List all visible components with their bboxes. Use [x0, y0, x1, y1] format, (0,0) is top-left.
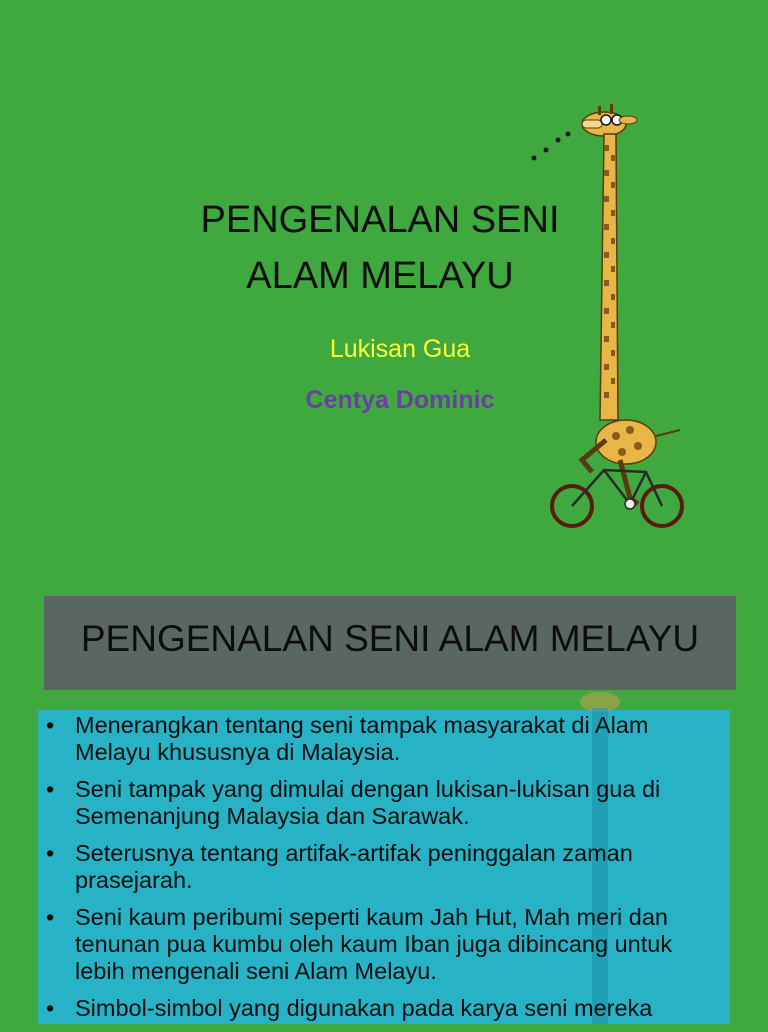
slide2-header — [44, 596, 736, 690]
list-item: • Seni kaum peribumi seperti kaum Jah Hut, Mah meri dan tenunan pua kumbu oleh kaum Iban juga dibincang untuk lebih mengenali seni Alam Melayu. — [46, 904, 673, 984]
slide2-content-box — [38, 710, 730, 1024]
slide-subtitle: Lukisan Gua — [329, 335, 471, 363]
slide-title-line1: PENGENALAN SENI — [200, 199, 560, 241]
list-item: • Seterusnya tentang artifak-artifak peninggalan zaman prasejarah. — [46, 840, 633, 893]
bullet-glyph: • — [46, 904, 55, 930]
slide-title-line2: ALAM MELAYU — [246, 255, 514, 297]
bullet-glyph: • — [46, 776, 55, 802]
list-item: • Seni tampak yang dimulai dengan lukisan-lukisan gua di Semenanjung Malaysia dan Sarawak. — [46, 776, 661, 829]
bullet-glyph: • — [46, 712, 55, 738]
giraffe-on-bicycle-icon — [520, 100, 700, 540]
bullet-glyph: • — [46, 995, 55, 1021]
slide-author: Centya Dominic — [305, 386, 495, 414]
bullet-glyph: • — [46, 840, 55, 866]
slide2-title: PENGENALAN SENI ALAM MELAYU — [80, 618, 700, 659]
list-item: • Menerangkan tentang seni tampak masyarakat di Alam Melayu khususnya di Malaysia. — [46, 712, 649, 765]
list-item: • Simbol-simbol yang digunakan pada karya seni mereka — [46, 995, 653, 1021]
bullet-list — [46, 712, 726, 1032]
